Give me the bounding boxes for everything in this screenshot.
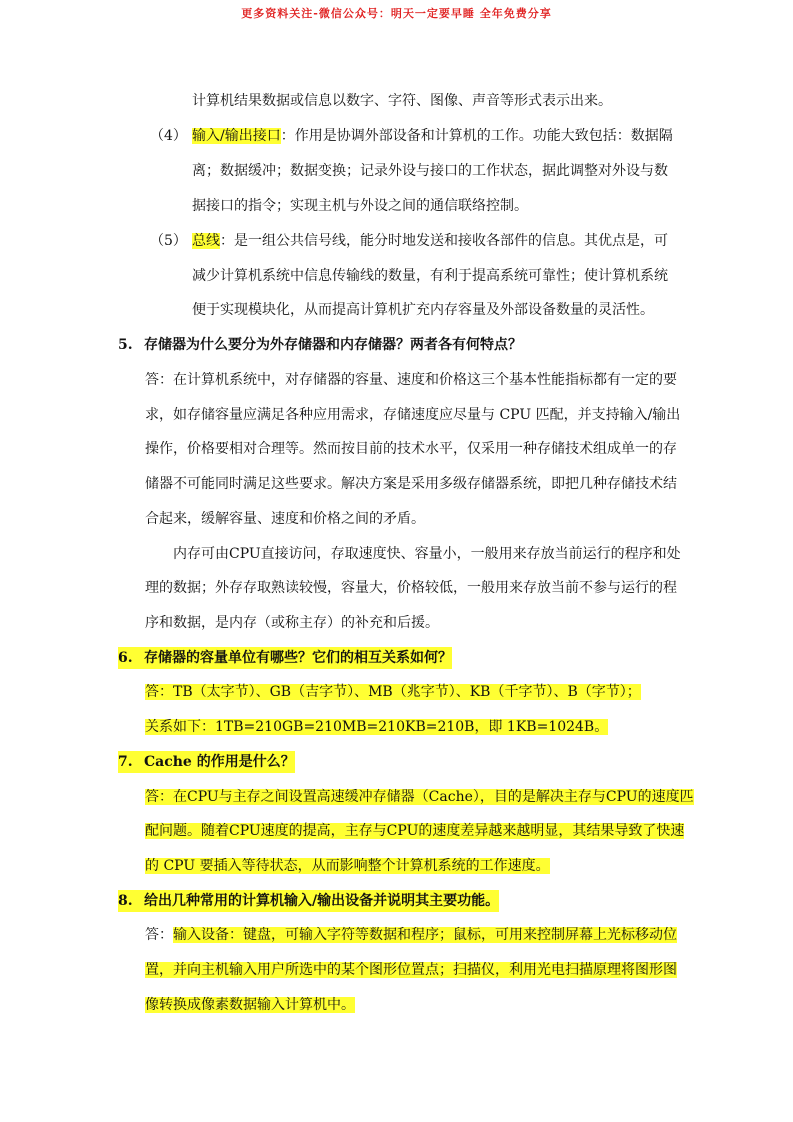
- item4-text1: ：作用是协调外部设备和计算机的工作。功能大致包括：数据隔: [280, 128, 673, 144]
- q6-answer-text2: 关系如下：1TB=210GB=210MB=210KB=210B，即 1KB=1024B。: [145, 719, 609, 735]
- item5-line1: [150, 230, 668, 252]
- q8-answer-text3: 像转换成像素数据输入计算机中。: [145, 997, 355, 1013]
- q5-para2-line2: 理的数据；外存存取熟读较慢，容量大，价格较低，一般用来存放当前不参与运行的程: [145, 580, 677, 596]
- q7-answer-text2: 配问题。随着CPU速度的提高，主存与CPU的速度差异越来越明显，其结果导致了快速: [145, 823, 685, 839]
- q5-title: 存储器为什么要分为外存储器和内存储器？两者各有何特点？: [144, 337, 522, 353]
- item5-number: （5）: [150, 233, 187, 249]
- q6-number: 6.: [118, 650, 133, 666]
- q6-answer-line1: [145, 681, 641, 703]
- q8-answer-line1: [145, 924, 677, 946]
- q7-title: Cache 的作用是什么？: [144, 754, 295, 770]
- q8-title: 给出几种常用的计算机输入/输出设备并说明其主要功能。: [144, 893, 500, 909]
- q8-heading: [118, 890, 499, 912]
- q5-para2-line3: 序和数据，是内存（或称主存）的补充和后援。: [145, 615, 439, 631]
- q8-answer-line3: [145, 994, 355, 1016]
- item5-term: 总线: [192, 233, 220, 249]
- item4-line3: 据接口的指令；实现主机与外设之间的通信联络控制。: [192, 198, 528, 214]
- q7-answer-line1: [145, 786, 694, 808]
- q5-answer-line5: 合起来，缓解容量、速度和价格之间的矛盾。: [145, 511, 425, 527]
- item4-number: （4）: [150, 128, 187, 144]
- q6-answer-line2: [145, 716, 608, 738]
- item3-continuation: 计算机结果数据或信息以数字、字符、图像、声音等形式表示出来。: [192, 93, 612, 109]
- q7-heading: [118, 751, 295, 773]
- q6-heading: [118, 647, 452, 669]
- q5-number: 5.: [118, 337, 133, 353]
- q7-number: 7.: [118, 754, 133, 770]
- q8-answer-text2: 置，并向主机输入用户所选中的某个图形位置点；扫描仪，利用光电扫描原理将图形图: [145, 962, 677, 978]
- item4-line2: 离；数据缓冲；数据变换；记录外设与接口的工作状态，据此调整对外设与数: [192, 163, 668, 179]
- q8-answer-line2: [145, 959, 677, 981]
- promo-banner: 更多资料关注-微信公众号：明天一定要早睡 全年免费分享: [241, 7, 552, 20]
- item4-line1: [150, 125, 673, 147]
- item5-line3: 便于实现模块化，从而提高计算机扩充内存容量及外部设备数量的灵活性。: [192, 302, 654, 318]
- q5-answer-line4: 储器不可能同时满足这些要求。解决方案是采用多级存储器系统，即把几种存储技术结: [145, 476, 677, 492]
- q5-para2-line1: 内存可由CPU直接访问，存取速度快、容量小，一般用来存放当前运行的程序和处: [173, 546, 681, 562]
- q8-answer-text1: 输入设备：键盘，可输入字符等数据和程序；鼠标，可用来控制屏幕上光标移动位: [173, 927, 677, 943]
- q8-number: 8.: [118, 893, 133, 909]
- q7-answer-line3: [145, 855, 550, 877]
- q5-heading: [118, 334, 522, 356]
- q5-answer-line1: 答：在计算机系统中，对存储器的容量、速度和价格这三个基本性能指标都有一定的要: [145, 372, 677, 388]
- q5-answer-line3: 操作，价格要相对合理等。然而按目前的技术水平，仅采用一种存储技术组成单一的存: [145, 441, 677, 457]
- q5-answer-line2: 求，如存储容量应满足各种应用需求，存储速度应尽量与 CPU 匹配，并支持输入/输出: [145, 407, 681, 423]
- q7-answer-text1: 答：在CPU与主存之间设置高速缓冲存储器（Cache），目的是解决主存与CPU的速度匹: [145, 789, 694, 805]
- item5-line2: 减少计算机系统中信息传输线的数量，有利于提高系统可靠性；使计算机系统: [192, 268, 668, 284]
- q7-answer-text3: 的 CPU 要插入等待状态，从而影响整个计算机系统的工作速度。: [145, 858, 550, 874]
- q6-title: 存储器的容量单位有哪些？它们的相互关系如何？: [144, 650, 452, 666]
- q8-answer-prefix: 答：: [145, 927, 173, 943]
- q6-answer-text1: 答：TB（太字节）、GB（吉字节）、MB（兆字节）、KB（千字节）、B（字节）；: [145, 684, 641, 700]
- item4-term: 输入/输出接口: [192, 128, 281, 144]
- item5-text1: ：是一组公共信号线，能分时地发送和接收各部件的信息。其优点是，可: [220, 233, 668, 249]
- q7-answer-line2: [145, 820, 684, 842]
